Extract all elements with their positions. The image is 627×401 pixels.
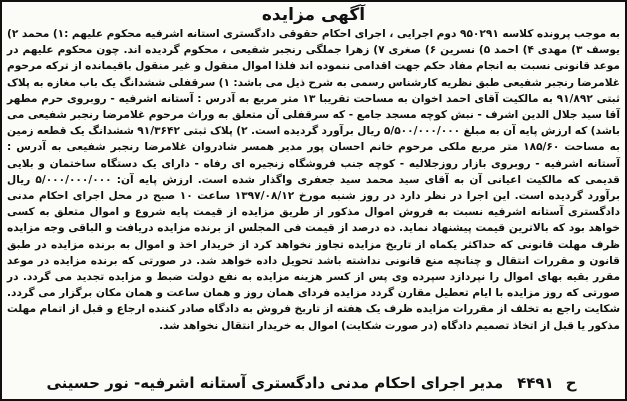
notice-signature: مدیر اجرای احکام مدنی دادگستری آستانه اشرفیه- نور حسینی xyxy=(46,374,504,392)
notice-code-number: ۴۴۹۱ xyxy=(517,374,554,392)
notice-title: آگهی مزایده xyxy=(261,5,366,25)
notice-body: به موجب پرونده کلاسه ۹۵۰۲۹۱ دوم اجرایی ، اجرای احکام حقوقی دادگستری استانه اشرفیه محکوم علیهم :۱) محمد ۲) یوسف ۳) مهدی ۴) احمد ۵) نسرین ۶) صغری ۷) زهرا جملگی رنجبر شفیعی ، محکوم گردیده اند. چون محکوم علیهم در موعد قانونی نسبت به انجام مفاد حکم جهت اقدامی ننموده اند فلذا اموال منقول و غیر منقول باقیمانده از ترکه مرحوم غلامرضا رنجبر شفیعی طبق نظریه کارشناس رسمی به شرح ذیل می باشد: ۱) سرقفلی ششدانگ یک باب مغازه به پلاک ثبتی ۹۱/۸۹۲ به مالکیت آقای احمد اخوان به مساحت تقریبا ۱۳ متر مربع به آدرس : آستانه اشرفیه - روبروی حرم مطهر آقا سید جلال الدین اشرف - نبش کوچه مسجد جامع - که سرقفلی آن متعلق به وراث مرحوم غلامرضا رنجبر شفیعی می باشد) که ارزش پایه آن به مبلغ ۵/۵۰۰/۰۰۰/۰۰۰ ریال برآورد گردیده است. ۲) پلاک ثبتی ۹۱/۳۶۴۲ ششدانگ یک قطعه زمین به مساحت ۱۸۵/۶۰ متر مربع ملکی مرحوم خانم احسان پور مدیر همسر شادروان غلامرضا رنجبر شفیعی به آدرس : آستانه اشرفیه - روبروی بازار روزجلالیه - کوچه جنب فروشگاه زنجیره ای رفاه - دارای یک دستگاه ساختمان و بلایی قدیمی که مالکیت اعیانی آن به آقای سید محمد سید جعفری واگذار شده است. ارزش پایه آن: ۵/۰۰۰/۰۰۰/۰۰۰ ریال برآورد گردیده است. این اجرا در نظر دارد در روز شنبه مورخ ۱۳۹۷/۰۸/۱۲ ساعت ۱۰ صبح در محل اجرای احکام مدنی دادگستری آستانه اشرفیه نسبت به فروش اموال مذکور از طریق مزایده از قیمت پایه شروع و اموال متعلق به کسی خواهد بود که بالاترین قیمت پیشنهاد نماید. ده درصد از قیمت فی المجلس از برنده مزایده دریافت و الباقی وجه مزایده ظرف مهلت قانونی که حداکثر یکماه از تاریخ مزایده تجاوز نخواهد کرد از خریدار اخذ و اموال به برنده مزایده در طبق قانون و مقررات انتقال و چنانچه منع قانونی نداشته باشد تحویل داده خواهد شد. در صورتی که برنده مزایده در موعد مقرر بقیه بهای اموال را نپردازد سپرده وی پس از کسر هزینه مزایده به نفع دولت ضبط و مزایده تجدید می گردد. در صورتی که روز مزایده با ایام تعطیل مقارن گردد مزایده فردای همان روز و همان ساعت و همان مکان برگزار می گردد. شکایت راجع به تخلف از مقررات مزایده ظرف یک هفته از تاریخ فروش به دادگاه صادر کننده ارجاع و قبل از اتمام مهلت مذکور یا قبل از اتخاذ تصمیم دادگاه (در صورت شکایت) اموال به خریدار انتقال نخواهد شد. xyxy=(7,28,621,332)
notice-code-prefix: ح xyxy=(565,374,577,392)
notice-footer xyxy=(8,371,615,395)
notice-code xyxy=(517,372,576,394)
